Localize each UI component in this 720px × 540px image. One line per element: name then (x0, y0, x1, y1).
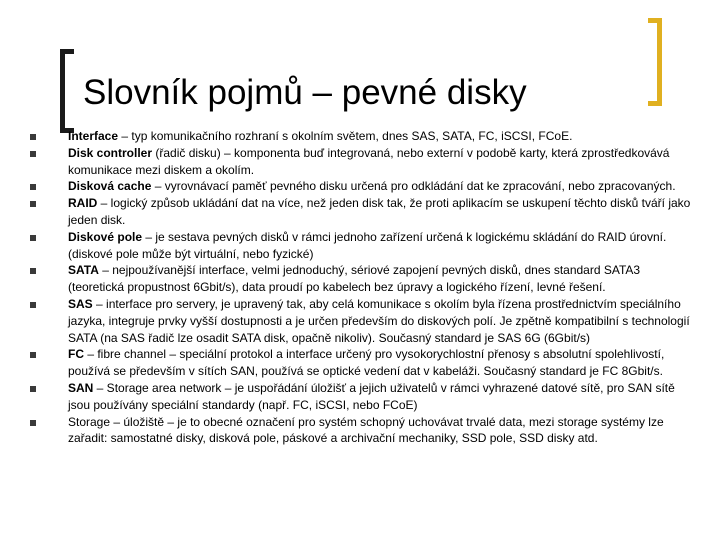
left-bracket-decoration (60, 49, 74, 133)
item-term: SAS (68, 296, 93, 311)
bullet-icon (30, 134, 36, 140)
bullet-icon (30, 386, 36, 392)
bullet-icon (30, 302, 36, 308)
item-text: – vyrovnávací paměť pevného disku určená pro odkládání dat ke zpracování, nebo zpracovaných. (151, 179, 676, 194)
item-text: Storage – úložiště – je to obecné označení pro systém schopný uchovávat trvalé data, mezi storage systémy lze zařadit: samostatné disky, disková pole, páskové a archivační mechaniky, SSD pole, SSD disky atd. (68, 414, 664, 446)
bullet-icon (30, 235, 36, 241)
bullet-icon (30, 201, 36, 207)
bullet-icon (30, 268, 36, 274)
glossary-list (30, 128, 698, 447)
list-item (30, 145, 698, 179)
list-item (30, 380, 698, 414)
item-term: RAID (68, 196, 98, 211)
item-term: Disková cache (68, 179, 152, 194)
item-term: Diskové pole (68, 229, 143, 244)
item-term: SATA (68, 263, 99, 278)
list-item (30, 178, 698, 195)
bullet-icon (30, 151, 36, 157)
item-term: Disk controller (68, 145, 153, 160)
item-term: SAN (68, 380, 94, 395)
list-item (30, 262, 698, 296)
list-item (30, 195, 698, 229)
item-term: Interface (68, 129, 119, 143)
item-text: – typ komunikačního rozhraní s okolním světem, dnes SAS, SATA, FC, iSCSI, FCoE. (118, 129, 573, 143)
item-text: – je sestava pevných disků v rámci jednoho zařízení určená k logickému skládání do RAID úrovní. (diskové pole může být virtuální, nebo fyzické) (68, 229, 667, 261)
item-text: – fibre channel – speciální protokol a interface určený pro vysokorychlostní přenosy s absolutní spolehlivostí, používá se především v sítích SAN, používá se optické vedení dat v kabeláži. Současný standard je FC 8Gbit/s. (68, 347, 665, 379)
bullet-icon (30, 184, 36, 190)
list-item (30, 296, 698, 346)
item-text: – interface pro servery, je upravený tak, aby celá komunikace s okolím byla řízena prostřednictvím speciálního jazyka, integruje prvky vyšší dostupnosti a je určen především do diskových polí. Je zpětně kompatibilní s technologií SATA (na SAS řadič lze osadit SATA disk, opačně nikoliv). Současný standard je SAS 6G (6Gbit/s) (68, 296, 690, 345)
bullet-icon (30, 420, 36, 426)
item-text: – logický způsob ukládání dat na více, než jeden disk tak, že proti aplikacím se uskupení těchto disků tváří jako jeden disk. (68, 196, 691, 227)
list-item (30, 128, 698, 145)
item-text: (řadič disku) – komponenta buď integrovaná, nebo externí v podobě karty, která zprostředkovává komunikace mezi diskem a okolím. (68, 145, 670, 177)
list-item (30, 346, 698, 380)
item-term: FC (68, 347, 84, 362)
list-item (30, 229, 698, 263)
bullet-icon (30, 352, 36, 358)
slide-title: Slovník pojmů – pevné disky (83, 73, 527, 112)
item-text: – nejpoužívanější interface, velmi jednoduchý, sériové zapojení pevných disků, dnes standard SATA3 (teoretická propustnost 6Gbit/s), data proudí po kabelech bez úpravy a logického řízení, levné řešení. (68, 263, 641, 295)
right-bracket-decoration (648, 18, 662, 106)
item-text: – Storage area network – je uspořádání úložišť a jejich uživatelů v rámci vyhrazené datové sítě, pro SAN sítě jsou používány speciální standardy (např. FC, iSCSI, nebo FCoE) (68, 380, 675, 412)
list-item (30, 414, 698, 448)
